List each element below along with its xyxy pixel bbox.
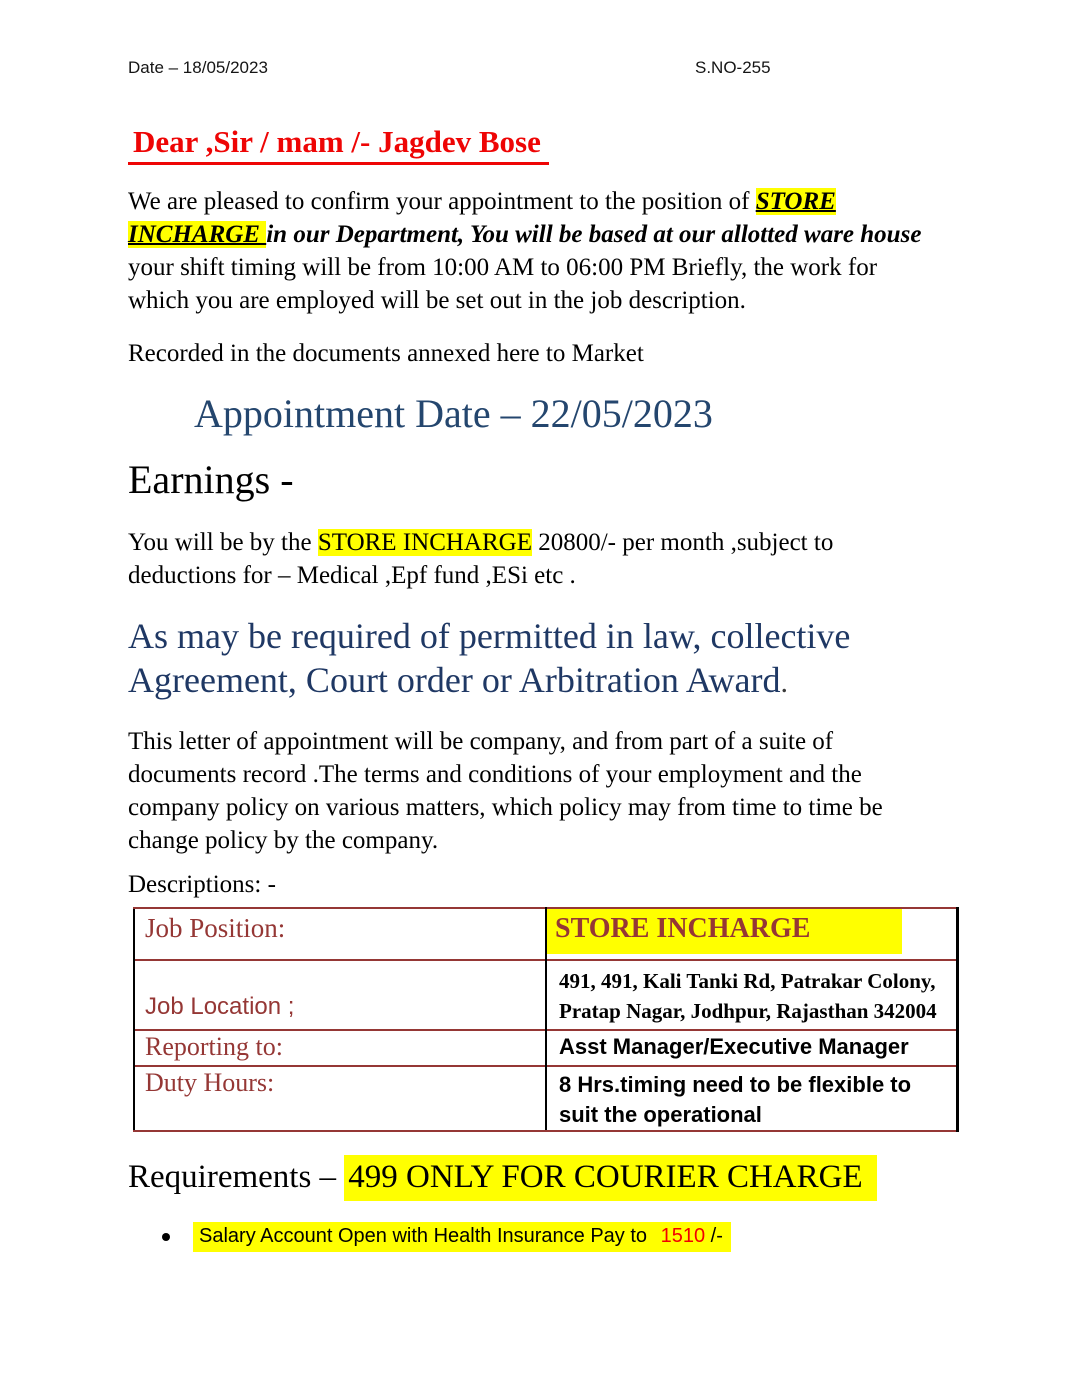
job-location-value: 491, 491, Kali Tanki Rd, Patrakar Colony, Pratap Nagar, Jodhpur, Rajasthan 342004 bbox=[546, 960, 958, 1030]
salary-bullet-highlight bbox=[193, 1222, 731, 1252]
duty-hours-value: 8 Hrs.timing need to be flexible to suit the operational bbox=[546, 1066, 958, 1131]
descriptions-label: Descriptions: - bbox=[128, 871, 276, 898]
law-heading-line1: As may be required of permitted in law, collective bbox=[128, 616, 851, 656]
intro-rest-text: your shift timing will be from 10:00 AM to 06:00 PM Briefly, the work for which you are employed will be set out in the job description. bbox=[128, 254, 878, 314]
position-highlight: STORE INCHARGE bbox=[128, 188, 836, 248]
reporting-to-label: Reporting to: bbox=[134, 1030, 546, 1066]
intro-paragraph bbox=[128, 185, 930, 317]
policy-paragraph: This letter of appointment will be company, and from part of a suite of documents record .The terms and conditions of your employment and the company policy on various matters, which policy may from time to time be change policy by the company. bbox=[128, 728, 883, 854]
reporting-to-value: Asst Manager/Executive Manager bbox=[546, 1030, 958, 1066]
amount-suffix-text: /- bbox=[705, 1225, 723, 1247]
bullet-dot-icon bbox=[162, 1233, 170, 1241]
requirements-heading bbox=[128, 1154, 930, 1200]
salary-bullet-item bbox=[162, 1222, 930, 1252]
appointment-date-heading: Appointment Date – 22/05/2023 bbox=[194, 391, 713, 436]
table-row-job-position bbox=[134, 908, 958, 960]
salutation-row bbox=[128, 124, 930, 165]
store-incharge-highlight: STORE INCHARGE bbox=[317, 529, 532, 556]
law-heading-period: . bbox=[780, 666, 789, 699]
job-location-label: Job Location ; bbox=[134, 960, 546, 1030]
table-row-duty-hours bbox=[134, 1066, 958, 1131]
law-heading-line2: Agreement, Court order or Arbitration Award bbox=[128, 660, 781, 700]
table-row-reporting-to bbox=[134, 1030, 958, 1066]
intro-lead-text: We are pleased to confirm your appointment to the position of bbox=[128, 188, 756, 215]
job-position-cell bbox=[546, 908, 958, 960]
department-emphasis-text: in our Department, You will be based at our allotted ware house bbox=[266, 221, 922, 248]
duty-hours-label: Duty Hours: bbox=[134, 1066, 546, 1131]
requirements-lead-text: Requirements – bbox=[128, 1159, 345, 1195]
table-row-job-location bbox=[134, 960, 958, 1030]
salary-text: Salary Account Open with Health Insurance Pay to bbox=[199, 1225, 653, 1247]
earnings-rest-text: 20800/- per month ,subject to deductions for – Medical ,Epf fund ,ESi etc . bbox=[128, 529, 834, 589]
salutation-heading: Dear ,Sir / mam /- Jagdev Bose bbox=[128, 124, 549, 165]
job-position-value: STORE INCHARGE bbox=[547, 909, 902, 954]
job-position-label: Job Position: bbox=[134, 908, 546, 960]
descriptions-table bbox=[133, 907, 959, 1132]
doc-serial-number: S.NO-255 bbox=[695, 58, 771, 77]
law-heading bbox=[128, 614, 930, 705]
earnings-paragraph bbox=[128, 526, 930, 592]
recorded-line: Recorded in the documents annexed here to Market bbox=[128, 340, 644, 367]
amount-text: 1510 bbox=[660, 1225, 706, 1247]
doc-header bbox=[128, 58, 930, 82]
courier-charge-highlight: 499 ONLY FOR COURIER CHARGE bbox=[344, 1155, 876, 1201]
doc-date-text: Date – 18/05/2023 bbox=[128, 58, 268, 77]
earnings-lead-text: You will be by the bbox=[128, 529, 318, 556]
earnings-heading: Earnings - bbox=[128, 457, 294, 502]
